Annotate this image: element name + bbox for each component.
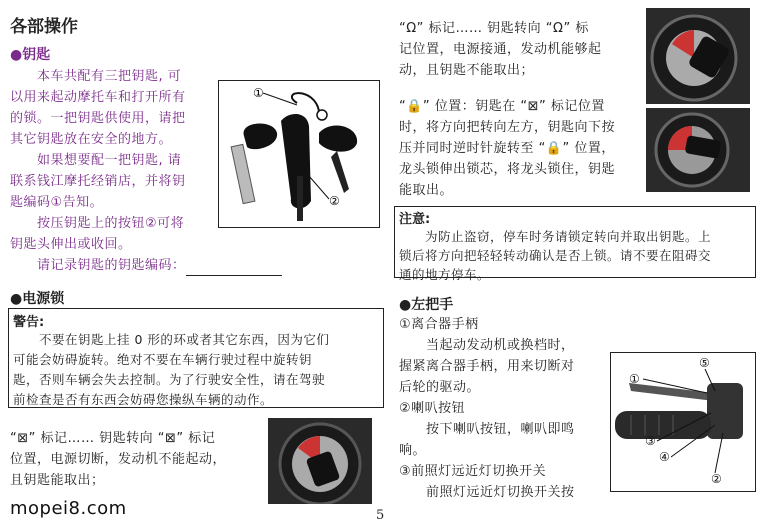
off-position-text: [10, 428, 270, 491]
text-line: 按压钥匙上的按钮②可将: [10, 216, 185, 231]
text-line: 如果想要配一把钥匙, 请: [10, 153, 182, 168]
text-line: 通的地方停车。: [399, 267, 491, 282]
page-number: 5: [376, 508, 385, 523]
text-line: 前检查是否有东西会妨碍您操纵车辆的动作。: [13, 392, 274, 407]
text-line: 动，且钥匙不能取出；: [399, 63, 535, 78]
text-line: “🔒” 位置：钥匙在 “⊠” 标记位置: [399, 99, 605, 114]
callout-1: ①: [253, 86, 264, 100]
handle-callout-1: ①: [629, 372, 640, 386]
text-line: ③前照灯远近灯切换开关: [399, 464, 547, 479]
text-line: 不要在钥匙上挂 0 形的环或者其它东西，因为它们: [13, 332, 330, 347]
text-line: 时，将方向把转向左方，钥匙向下按: [399, 120, 616, 135]
handle-callout-4: ④: [659, 450, 670, 464]
text-line: 其它钥匙放在安全的地方。: [10, 132, 173, 147]
ignition-off-photo: [268, 418, 372, 504]
text-line: 钥匙头伸出或收回。: [10, 237, 132, 252]
handle-callout-3: ③: [645, 434, 656, 448]
text-line: 记位置，电源接通，发动机能够起: [399, 42, 602, 57]
keys-drawing: [219, 81, 379, 227]
on-position-text: [399, 18, 639, 81]
text-line: 前照灯远近灯切换开关按: [399, 485, 575, 500]
note-title: 注意:: [399, 212, 431, 227]
ignition-on-photo: [646, 8, 750, 104]
text-line: 龙头锁伸出锁芯，将龙头锁住，钥匙: [399, 162, 616, 177]
text-line: 按下喇叭按钮，喇叭即鸣: [399, 422, 575, 437]
text-line: 联系钱江摩托经销店，并将钥: [10, 174, 186, 189]
steering-lock-photo: [646, 108, 750, 192]
key-code-label: 请记录钥匙的钥匙编码：: [10, 258, 186, 273]
text-line: 匙编码①告知。: [10, 195, 104, 210]
text-line: 以用来起动摩托车和打开所有: [10, 90, 186, 105]
text-line: 后轮的驱动。: [399, 380, 481, 395]
text-line: 可能会妨碍旋转。绝对不要在车辆行驶过程中旋转钥: [13, 352, 313, 367]
left-handle-text: [399, 314, 611, 503]
text-line: 当起动发动机或换档时，: [399, 338, 575, 353]
left-handle-heading: ●左把手: [399, 297, 454, 313]
text-line: 锁后将方向把轻轻转动确认是否上锁。请不要在阻碍交: [399, 248, 712, 263]
text-line: ①离合器手柄: [399, 317, 479, 332]
text-line: 能取出。: [399, 183, 454, 198]
text-line: 匙，否则车辆会失去控制。为了行驶安全性，请在驾驶: [13, 372, 326, 387]
watermark: mopei8.com: [10, 498, 127, 519]
key-section-text: [10, 66, 215, 276]
text-line: [10, 255, 215, 276]
text-line: 为防止盗窃，停车时务请锁定转向并取出钥匙。上: [399, 229, 712, 244]
text-line: 的锁。一把钥匙供使用，请把: [10, 111, 186, 126]
ignition-heading: ●电源锁: [10, 291, 65, 307]
key-section-heading: ●钥匙: [10, 47, 51, 63]
text-line: 响。: [399, 443, 427, 458]
key-illustration: [218, 80, 380, 228]
handle-callout-5: ⑤: [699, 356, 710, 370]
note-box: [394, 206, 756, 282]
text-line: 压并同时逆时针旋转至 “🔒” 位置，: [399, 141, 615, 156]
handle-callout-2: ②: [711, 472, 722, 486]
text-line: “Ω” 标记…… 钥匙转向 “Ω” 标: [399, 21, 589, 36]
page-title: 各部操作: [10, 17, 78, 37]
text-line: 且钥匙能取出；: [10, 473, 105, 488]
text-line: “⊠” 标记…… 钥匙转向 “⊠” 标记: [10, 431, 216, 446]
warning-box: [8, 308, 384, 408]
text-line: 本车共配有三把钥匙, 可: [10, 69, 182, 84]
lock-position-text: [399, 96, 649, 201]
warning-title: 警告:: [13, 315, 45, 330]
text-line: ②喇叭按钮: [399, 401, 466, 416]
handlebar-illustration: [610, 352, 756, 492]
key-code-blank: [186, 261, 282, 276]
callout-2: ②: [329, 194, 340, 208]
text-line: 握紧离合器手柄，用来切断对: [399, 359, 575, 374]
text-line: 位置，电源切断，发动机不能起动，: [10, 452, 227, 467]
